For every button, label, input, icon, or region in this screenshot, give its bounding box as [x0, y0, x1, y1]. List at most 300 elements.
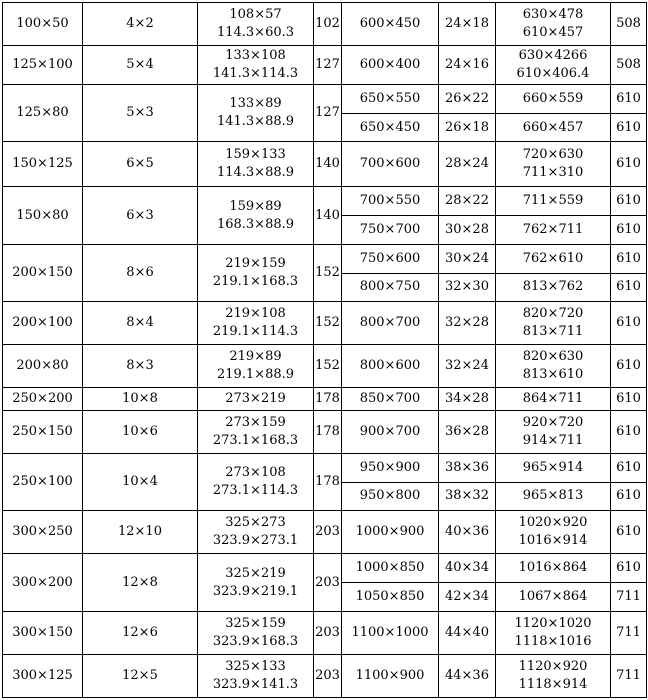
nominal-size-inch	[83, 84, 198, 141]
cell-text: 1100×900	[355, 667, 425, 683]
nominal-size-inch	[439, 482, 496, 511]
nominal-size-inch	[83, 244, 198, 301]
nominal-size-mm	[342, 583, 439, 612]
cell-text: 300×250	[12, 524, 73, 540]
cell-text: 42×34	[445, 588, 489, 604]
cell-text: 610	[616, 560, 641, 576]
fittings-dimension-table	[2, 2, 647, 698]
cell-text: 850×700	[359, 391, 421, 407]
outside-diameter	[496, 3, 611, 46]
length-h	[314, 511, 342, 554]
cell-text: 711	[616, 667, 641, 683]
outside-diameter	[198, 84, 314, 141]
nominal-size-mm	[3, 84, 83, 141]
cell-text: 950×900	[359, 459, 421, 475]
cell-text: 800×600	[359, 358, 421, 374]
cell-text: 125×80	[16, 105, 69, 121]
nominal-size-mm	[342, 187, 439, 216]
od-series-a: 159×133	[225, 147, 286, 163]
table-row	[3, 511, 647, 554]
length-h	[611, 84, 647, 113]
table-row	[3, 142, 647, 187]
length-h	[314, 654, 342, 697]
cell-text: 34×28	[445, 391, 489, 407]
cell-text: 610	[616, 391, 641, 407]
nominal-size-inch	[439, 187, 496, 216]
cell-text: 1000×900	[355, 524, 425, 540]
length-h	[314, 453, 342, 510]
outside-diameter	[496, 511, 611, 554]
cell-text: 200×150	[12, 265, 73, 281]
nominal-size-mm	[3, 244, 83, 301]
nominal-size-mm	[342, 482, 439, 511]
length-h	[611, 113, 647, 142]
nominal-size-inch	[83, 3, 198, 46]
length-h	[314, 244, 342, 301]
cell-text: 6×5	[126, 156, 154, 172]
outside-diameter	[198, 654, 314, 697]
nominal-size-mm	[3, 554, 83, 611]
nominal-size-mm	[342, 216, 439, 245]
nominal-size-mm	[3, 654, 83, 697]
cell-text: 610	[616, 250, 641, 266]
nominal-size-inch	[83, 142, 198, 187]
cell-text: 10×6	[122, 423, 158, 439]
od-series-b: 273.1×168.3	[212, 432, 299, 448]
od-series-b: 323.9×141.3	[212, 676, 299, 692]
cell-text: 8×3	[126, 358, 154, 374]
table-row	[3, 611, 647, 654]
nominal-size-mm	[3, 3, 83, 46]
length-h	[314, 3, 342, 46]
nominal-size-inch	[439, 3, 496, 46]
cell-text: 38×32	[445, 488, 489, 504]
cell-text: 200×80	[16, 358, 69, 374]
cell-text: 32×28	[445, 315, 489, 331]
od-series-a: 920×720	[522, 414, 584, 430]
cell-text: 32×24	[445, 358, 489, 374]
od-series-a: 219×159	[225, 256, 286, 272]
od-series-b: 323.9×273.1	[212, 533, 299, 549]
cell-text: 610	[616, 423, 641, 439]
nominal-size-inch	[439, 273, 496, 302]
od-series-a: 630×4266	[518, 48, 588, 64]
cell-text: 203	[315, 667, 340, 683]
cell-text: 8×4	[126, 315, 154, 331]
od-series-b: 1118×1016	[514, 633, 592, 649]
cell-text: 12×5	[122, 667, 158, 683]
nominal-size-inch	[83, 187, 198, 244]
nominal-size-inch	[439, 611, 496, 654]
outside-diameter	[496, 611, 611, 654]
nominal-size-mm	[3, 410, 83, 453]
cell-text: 750×700	[359, 221, 421, 237]
cell-text: 600×450	[359, 16, 421, 32]
nominal-size-mm	[342, 46, 439, 85]
cell-text: 4×2	[126, 16, 154, 32]
cell-text: 140	[315, 156, 340, 172]
cell-text: 300×150	[12, 624, 73, 640]
length-h	[611, 244, 647, 273]
length-h	[314, 302, 342, 345]
nominal-size-inch	[439, 46, 496, 85]
od-series-a: 660×457	[522, 119, 584, 135]
outside-diameter	[198, 554, 314, 611]
cell-text: 6×3	[126, 207, 154, 223]
cell-text: 40×36	[445, 524, 489, 540]
cell-text: 700×600	[359, 156, 421, 172]
nominal-size-mm	[342, 388, 439, 411]
cell-text: 600×400	[359, 57, 421, 73]
length-h	[314, 187, 342, 244]
cell-text: 8×6	[126, 265, 154, 281]
od-series-a: 219×108	[225, 306, 286, 322]
cell-text: 127	[315, 57, 340, 73]
length-h	[611, 410, 647, 453]
table-row	[3, 410, 647, 453]
od-series-a: 133×108	[225, 48, 286, 64]
length-h	[611, 554, 647, 583]
od-series-b: 323.9×219.1	[212, 583, 299, 599]
od-series-a: 133×89	[229, 96, 282, 112]
cell-text: 102	[315, 16, 340, 32]
cell-text: 38×36	[445, 459, 489, 475]
nominal-size-inch	[439, 453, 496, 482]
cell-text: 300×200	[12, 574, 73, 590]
cell-text: 28×24	[445, 156, 489, 172]
od-series-b: 813×711	[522, 324, 584, 340]
od-series-a: 159×89	[229, 198, 282, 214]
length-h	[314, 142, 342, 187]
nominal-size-inch	[439, 244, 496, 273]
cell-text: 152	[315, 315, 340, 331]
cell-text: 24×18	[445, 16, 489, 32]
od-series-a: 762×610	[522, 250, 584, 266]
length-h	[314, 611, 342, 654]
outside-diameter	[198, 302, 314, 345]
outside-diameter	[198, 187, 314, 244]
nominal-size-mm	[342, 113, 439, 142]
cell-text: 44×40	[445, 624, 489, 640]
od-series-b: 610×457	[522, 25, 584, 41]
cell-text: 40×34	[445, 560, 489, 576]
cell-text: 150×80	[16, 207, 69, 223]
outside-diameter	[496, 345, 611, 388]
cell-text: 610	[616, 358, 641, 374]
table-row	[3, 388, 647, 411]
outside-diameter	[496, 84, 611, 113]
nominal-size-inch	[439, 554, 496, 583]
table-row	[3, 554, 647, 583]
od-series-b: 1016×914	[518, 533, 588, 549]
length-h	[611, 453, 647, 482]
cell-text: 900×700	[359, 423, 421, 439]
nominal-size-inch	[83, 511, 198, 554]
length-h	[611, 482, 647, 511]
cell-text: 800×700	[359, 315, 421, 331]
cell-text: 12×10	[118, 524, 162, 540]
od-series-a: 660×559	[522, 90, 584, 106]
od-series-a: 965×914	[522, 459, 584, 475]
cell-text: 5×4	[126, 57, 154, 73]
nominal-size-mm	[3, 388, 83, 411]
outside-diameter	[198, 3, 314, 46]
od-series-a: 1016×864	[518, 560, 588, 576]
outside-diameter	[496, 583, 611, 612]
nominal-size-inch	[83, 611, 198, 654]
nominal-size-inch	[439, 583, 496, 612]
outside-diameter	[198, 410, 314, 453]
cell-text: 140	[315, 207, 340, 223]
cell-text: 750×600	[359, 250, 421, 266]
od-series-b: 914×711	[522, 432, 584, 448]
length-h	[611, 142, 647, 187]
nominal-size-inch	[439, 410, 496, 453]
nominal-size-mm	[3, 302, 83, 345]
nominal-size-inch	[439, 142, 496, 187]
cell-text: 44×36	[445, 667, 489, 683]
od-series-a: 762×711	[522, 221, 584, 237]
cell-text: 125×100	[12, 57, 73, 73]
nominal-size-mm	[3, 142, 83, 187]
nominal-size-mm	[342, 3, 439, 46]
od-series-b: 114.3×88.9	[216, 165, 295, 181]
cell-text: 178	[315, 423, 340, 439]
length-h	[314, 46, 342, 85]
cell-text: 150×125	[12, 156, 73, 172]
outside-diameter	[198, 244, 314, 301]
od-series-a: 273×219	[225, 391, 286, 407]
nominal-size-mm	[342, 345, 439, 388]
length-h	[314, 345, 342, 388]
od-series-b: 141.3×88.9	[216, 114, 295, 130]
nominal-size-inch	[439, 113, 496, 142]
outside-diameter	[496, 654, 611, 697]
cell-text: 650×550	[359, 90, 421, 106]
cell-text: 711	[616, 588, 641, 604]
cell-text: 28×22	[445, 193, 489, 209]
nominal-size-inch	[83, 453, 198, 510]
cell-text: 36×28	[445, 423, 489, 439]
cell-text: 250×150	[12, 423, 73, 439]
cell-text: 178	[315, 391, 340, 407]
nominal-size-inch	[439, 345, 496, 388]
cell-text: 700×550	[359, 193, 421, 209]
od-series-a: 720×630	[522, 147, 584, 163]
table-row	[3, 244, 647, 273]
nominal-size-mm	[342, 654, 439, 697]
od-series-a: 325×219	[225, 565, 286, 581]
nominal-size-mm	[342, 511, 439, 554]
cell-text: 1050×850	[355, 588, 425, 604]
cell-text: 203	[315, 524, 340, 540]
length-h	[314, 410, 342, 453]
od-series-a: 108×57	[229, 7, 282, 23]
cell-text: 250×100	[12, 474, 73, 490]
od-series-a: 820×720	[522, 306, 584, 322]
od-series-a: 1020×920	[518, 515, 588, 531]
cell-text: 800×750	[359, 279, 421, 295]
cell-text: 610	[616, 221, 641, 237]
cell-text: 508	[616, 57, 641, 73]
od-series-a: 219×89	[229, 349, 282, 365]
nominal-size-inch	[439, 511, 496, 554]
cell-text: 610	[616, 156, 641, 172]
nominal-size-mm	[3, 453, 83, 510]
length-h	[611, 345, 647, 388]
od-series-a: 1120×1020	[514, 615, 592, 631]
table-row	[3, 46, 647, 85]
od-series-a: 864×711	[522, 391, 584, 407]
length-h	[611, 654, 647, 697]
od-series-a: 820×630	[522, 349, 584, 365]
od-series-a: 1120×920	[518, 658, 588, 674]
nominal-size-inch	[83, 302, 198, 345]
cell-text: 1000×850	[355, 560, 425, 576]
od-series-b: 168.3×88.9	[216, 216, 295, 232]
outside-diameter	[496, 410, 611, 453]
nominal-size-inch	[439, 654, 496, 697]
nominal-size-mm	[342, 611, 439, 654]
length-h	[611, 46, 647, 85]
cell-text: 152	[315, 358, 340, 374]
cell-text: 100×50	[16, 16, 69, 32]
outside-diameter	[496, 113, 611, 142]
outside-diameter	[496, 216, 611, 245]
outside-diameter	[198, 142, 314, 187]
od-series-b: 1118×914	[518, 676, 588, 692]
nominal-size-mm	[3, 46, 83, 85]
table-row	[3, 3, 647, 46]
nominal-size-inch	[83, 654, 198, 697]
cell-text: 950×800	[359, 488, 421, 504]
outside-diameter	[496, 187, 611, 216]
od-series-b: 610×406.4	[516, 66, 590, 82]
od-series-a: 630×478	[522, 7, 584, 23]
length-h	[611, 511, 647, 554]
nominal-size-inch	[439, 216, 496, 245]
nominal-size-mm	[3, 511, 83, 554]
nominal-size-mm	[342, 554, 439, 583]
cell-text: 127	[315, 105, 340, 121]
table-row	[3, 654, 647, 697]
od-series-a: 273×159	[225, 414, 286, 430]
cell-text: 5×3	[126, 105, 154, 121]
nominal-size-inch	[83, 345, 198, 388]
od-series-b: 711×310	[522, 165, 584, 181]
nominal-size-mm	[342, 142, 439, 187]
nominal-size-mm	[342, 410, 439, 453]
outside-diameter	[198, 453, 314, 510]
table-row	[3, 345, 647, 388]
nominal-size-mm	[342, 302, 439, 345]
nominal-size-mm	[3, 611, 83, 654]
outside-diameter	[198, 46, 314, 85]
od-series-b: 273.1×114.3	[212, 483, 299, 499]
cell-text: 250×200	[12, 391, 73, 407]
outside-diameter	[496, 453, 611, 482]
od-series-a: 965×813	[522, 488, 584, 504]
od-series-b: 114.3×60.3	[216, 25, 295, 41]
od-series-a: 325×133	[225, 658, 286, 674]
cell-text: 508	[616, 16, 641, 32]
od-series-a: 711×559	[522, 193, 584, 209]
length-h	[611, 611, 647, 654]
nominal-size-mm	[3, 187, 83, 244]
length-h	[611, 3, 647, 46]
cell-text: 152	[315, 265, 340, 281]
outside-diameter	[496, 482, 611, 511]
cell-text: 610	[616, 524, 641, 540]
cell-text: 26×18	[445, 119, 489, 135]
cell-text: 610	[616, 119, 641, 135]
length-h	[611, 302, 647, 345]
nominal-size-inch	[83, 410, 198, 453]
nominal-size-inch	[439, 388, 496, 411]
outside-diameter	[496, 46, 611, 85]
od-series-a: 325×273	[225, 515, 286, 531]
cell-text: 610	[616, 315, 641, 331]
length-h	[314, 388, 342, 411]
cell-text: 610	[616, 459, 641, 475]
nominal-size-mm	[3, 345, 83, 388]
od-series-a: 813×762	[522, 279, 584, 295]
cell-text: 10×8	[122, 391, 158, 407]
outside-diameter	[496, 244, 611, 273]
outside-diameter	[198, 388, 314, 411]
cell-text: 12×8	[122, 574, 158, 590]
length-h	[611, 273, 647, 302]
od-series-b: 219.1×168.3	[212, 274, 299, 290]
outside-diameter	[198, 345, 314, 388]
length-h	[611, 187, 647, 216]
od-series-a: 273×108	[225, 465, 286, 481]
length-h	[314, 554, 342, 611]
length-h	[611, 583, 647, 612]
length-h	[314, 84, 342, 141]
cell-text: 10×4	[122, 474, 158, 490]
length-h	[611, 216, 647, 245]
cell-text: 300×125	[12, 667, 73, 683]
nominal-size-inch	[439, 84, 496, 113]
nominal-size-mm	[342, 273, 439, 302]
outside-diameter	[198, 611, 314, 654]
outside-diameter	[198, 511, 314, 554]
cell-text: 30×28	[445, 221, 489, 237]
od-series-b: 323.9×168.3	[212, 633, 299, 649]
nominal-size-inch	[439, 302, 496, 345]
cell-text: 12×6	[122, 624, 158, 640]
length-h	[611, 388, 647, 411]
cell-text: 1100×1000	[351, 624, 429, 640]
outside-diameter	[496, 142, 611, 187]
od-series-b: 141.3×114.3	[212, 66, 299, 82]
cell-text: 24×16	[445, 57, 489, 73]
nominal-size-inch	[83, 554, 198, 611]
cell-text: 610	[616, 488, 641, 504]
table-row	[3, 84, 647, 113]
table-row	[3, 187, 647, 216]
cell-text: 30×24	[445, 250, 489, 266]
nominal-size-mm	[342, 244, 439, 273]
od-series-a: 1067×864	[518, 588, 588, 604]
outside-diameter	[496, 273, 611, 302]
od-series-b: 219.1×88.9	[216, 367, 295, 383]
cell-text: 610	[616, 193, 641, 209]
nominal-size-mm	[342, 453, 439, 482]
table-body	[3, 3, 647, 698]
cell-text: 610	[616, 279, 641, 295]
